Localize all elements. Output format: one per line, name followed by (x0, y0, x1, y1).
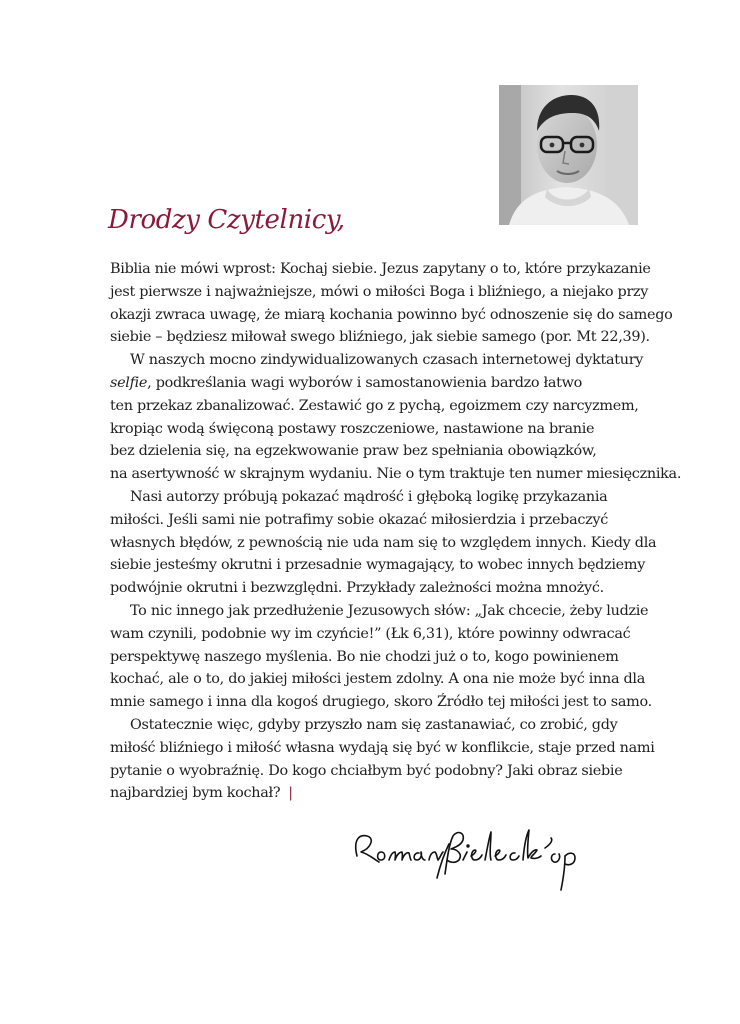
letter-body (110, 258, 682, 805)
text-line: Nasi autorzy próbują pokazać mądrość i głęboką logikę przykazania (130, 488, 608, 505)
text-line: ten przekaz zbanalizować. Zestawić go z pychą, egoizmem czy narcyzmem, (110, 397, 639, 414)
text-line: podwójnie okrutni i bezwzględni. Przykłady zależności można mnożyć. (110, 580, 604, 597)
paragraph-4 (110, 600, 670, 714)
paragraph-5 (110, 714, 670, 805)
text-line: miłości. Jeśli sami nie potrafimy sobie okazać miłosierdzia i przebaczyć (110, 511, 608, 528)
text-line: To nic innego jak przedłużenie Jezusowych słów: „Jak chcecie, żeby ludzie (130, 602, 649, 619)
paragraph-1 (110, 258, 673, 349)
text-line-last: najbardziej bym kochał? (110, 785, 281, 802)
text-line: jest pierwsze i najważniejsze, mówi o miłości Boga i bliźniego, a niejako przy (110, 283, 649, 300)
text-line-continuation: , podkreślania wagi wyborów i samostanowienia bardzo łatwo (147, 374, 583, 391)
text-line (110, 782, 670, 805)
text-line: wam czynili, podobnie wy im czyńcie!” (Łk 6,31), które powinny odwracać (110, 625, 631, 642)
paragraph-2 (110, 349, 682, 486)
text-line (110, 372, 670, 395)
text-line: pytanie o wyobraźnię. Do kogo chciałbym być podobny? Jaki obraz siebie (110, 762, 623, 779)
text-line: siebie jesteśmy okrutni i przesadnie wymagający, to wobec innych będziemy (110, 557, 646, 574)
text-line: miłość bliźniego i miłość własna wydają się być w konflikcie, staje przed nami (110, 739, 655, 756)
text-line: perspektywę naszego myślenia. Bo nie chodzi już o to, kogo powinienem (110, 648, 619, 665)
text-line: Ostatecznie więc, gdyby przyszło nam się zastanawiać, co zrobić, gdy (130, 716, 618, 733)
text-line: kochać, ale o to, do jakiej miłości jestem zdolny. A ona nie może być inna dla (110, 671, 646, 688)
paragraph-3 (110, 486, 670, 600)
text-line: własnych błędów, z pewnością nie uda nam się to względem innych. Kiedy dla (110, 534, 657, 551)
text-line: bez dzielenia się, na egzekwowanie praw bez spełniania obowiązków, (110, 443, 597, 460)
end-mark: | (288, 785, 293, 802)
text-line: okazji zwraca uwagę, że miarą kochania powinno być odnoszenie się do samego (110, 306, 673, 323)
handwritten-signature (345, 822, 595, 894)
text-line: siebie – będziesz miłował swego bliźniego, jak siebie samego (por. Mt 22,39). (110, 329, 650, 346)
text-line: W naszych mocno zindywidualizowanych czasach internetowej dyktatury (130, 352, 644, 369)
text-line: kropiąc wodą święconą postawy roszczeniowe, nastawione na branie (110, 420, 595, 437)
text-line: Biblia nie mówi wprost: Kochaj siebie. Jezus zapytany o to, które przykazanie (110, 261, 651, 277)
heading: Drodzy Czytelnicy, (108, 205, 345, 235)
author-portrait-photo (499, 85, 638, 225)
selfie-word: selfie (110, 374, 148, 391)
text-line: na asertywność w skrajnym wydaniu. Nie o tym traktuje ten numer miesięcznika. (110, 466, 682, 483)
text-line: mnie samego i inna dla kogoś drugiego, skoro Źródło tej miłości jest to samo. (110, 694, 652, 711)
